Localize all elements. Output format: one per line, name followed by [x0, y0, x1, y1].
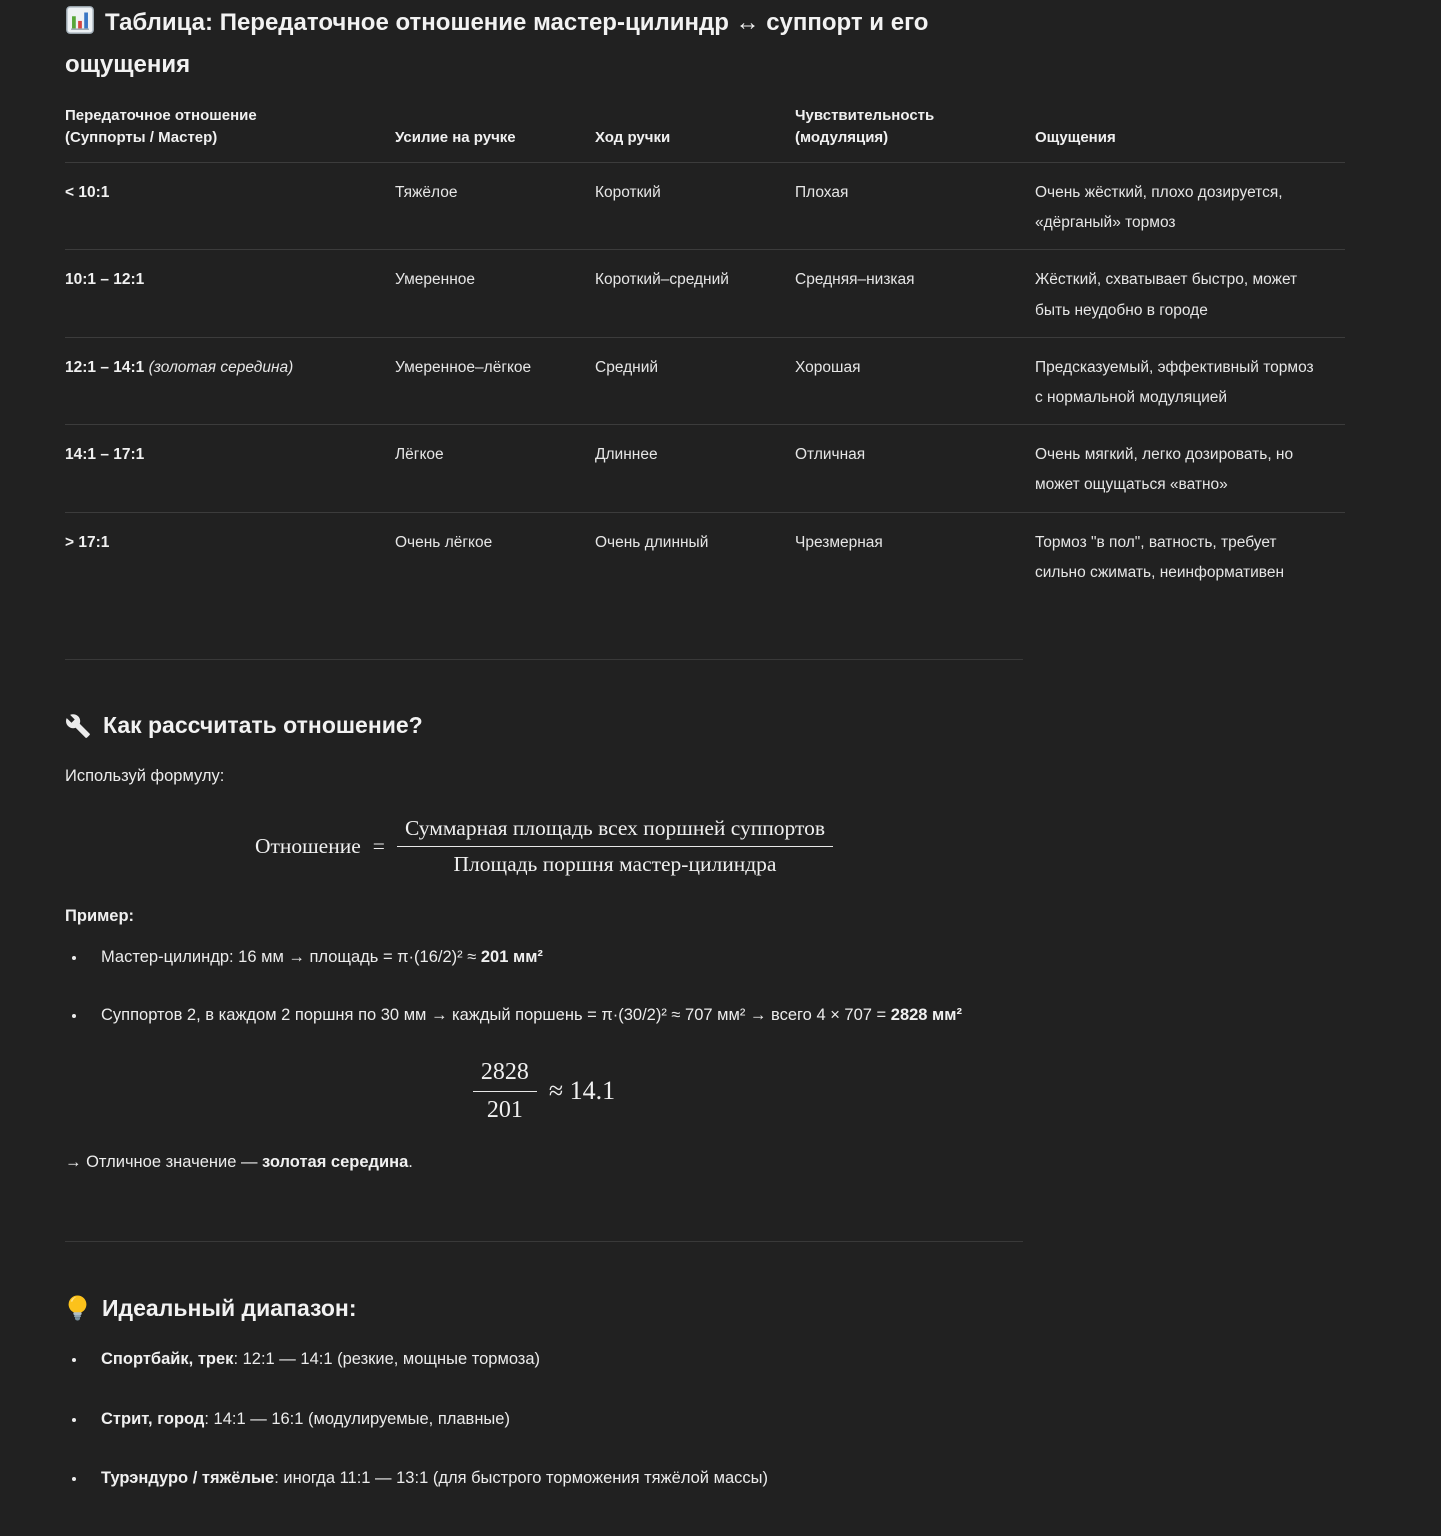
- result-fraction: [473, 1059, 537, 1124]
- table-row: [65, 162, 1345, 249]
- item-text: : иногда 11:1 — 13:1 (для быстрого торможения тяжёлой массы): [274, 1469, 768, 1488]
- cell-sensitivity: Чрезмерная: [795, 512, 1035, 599]
- column-header-effort: Усилие на ручке: [395, 129, 516, 147]
- cell-ratio: 12:1 – 14:1: [65, 358, 145, 376]
- conclusion-text: [65, 1148, 1441, 1178]
- cell-feel: Очень жёсткий, плохо дозируется, «дёрганый» тормоз: [1035, 162, 1345, 249]
- item-text: : 12:1 — 14:1 (резкие, мощные тормоза): [233, 1350, 541, 1369]
- item-text: Мастер-цилиндр: 16 мм → площадь = π·(16/2)² ≈: [101, 948, 481, 967]
- item-bold: 201 мм²: [480, 948, 543, 967]
- formula-lhs: Отношение: [254, 834, 361, 859]
- formula-numerator: Суммарная площадь всех поршней суппортов: [404, 816, 826, 841]
- result-denominator: 201: [473, 1091, 537, 1124]
- column-header-ratio: Передаточное отношение (Суппорты / Мастер): [65, 107, 257, 147]
- cell-sensitivity: Хорошая: [795, 337, 1035, 424]
- formula-fraction: [397, 816, 833, 877]
- page-title-text: Таблица: Передаточное отношение мастер-цилиндр ↔ суппорт и его ощущения: [65, 9, 929, 79]
- conclusion-post: .: [408, 1152, 413, 1171]
- item-text: Суппортов 2, в каждом 2 поршня по 30 мм → каждый поршень = π·(30/2)² ≈ 707 мм² → всего 4 × 707 =: [101, 1006, 891, 1025]
- cell-feel: Жёсткий, схватывает быстро, может быть неудобно в городе: [1035, 250, 1345, 337]
- column-header-travel: Ход ручки: [595, 129, 671, 147]
- ratio-table: [65, 99, 1345, 599]
- bar-chart-icon: [65, 5, 95, 46]
- list-item: [87, 1463, 1025, 1494]
- result-value: ≈ 14.1: [548, 1076, 616, 1106]
- cell-effort: Умеренное: [395, 250, 595, 337]
- table-row: [65, 425, 1345, 512]
- table-row: [65, 512, 1345, 599]
- ratio-formula: [65, 816, 1023, 877]
- section-divider: [65, 659, 1023, 660]
- result-numerator: 2828: [480, 1058, 529, 1085]
- cell-sensitivity: Плохая: [795, 162, 1035, 249]
- hammer-wrench-icon: [65, 713, 91, 739]
- list-item: [87, 942, 1025, 973]
- cell-travel: Средний: [595, 337, 795, 424]
- cell-travel: Короткий–средний: [595, 250, 795, 337]
- cell-travel: Очень длинный: [595, 512, 795, 599]
- section-title: Как рассчитать отношение?: [103, 712, 423, 739]
- ideal-range-section: [65, 1294, 1441, 1494]
- result-formula: [65, 1059, 1023, 1124]
- lightbulb-icon: [65, 1294, 90, 1322]
- conclusion-bold: золотая середина: [262, 1152, 409, 1171]
- cell-effort: Умеренное–лёгкое: [395, 337, 595, 424]
- cell-effort: Очень лёгкое: [395, 512, 595, 599]
- calc-section: [65, 712, 1441, 1177]
- section-divider: [65, 1241, 1023, 1242]
- cell-ratio-note: (золотая середина): [148, 358, 294, 376]
- table-row: [65, 337, 1345, 424]
- list-item: [87, 1000, 1025, 1031]
- cell-feel: Очень мягкий, легко дозировать, но может ощущаться «ватно»: [1035, 425, 1345, 512]
- formula-intro: Используй формулу:: [65, 767, 225, 786]
- cell-travel: Длиннее: [595, 425, 795, 512]
- cell-ratio: > 17:1: [65, 533, 110, 551]
- formula-equals: =: [372, 834, 385, 859]
- cell-travel: Короткий: [595, 162, 795, 249]
- example-list: [65, 942, 1025, 1032]
- ideal-range-list: [65, 1344, 1025, 1494]
- cell-feel: Предсказуемый, эффективный тормоз с нормальной модуляцией: [1035, 337, 1345, 424]
- column-header-feel: Ощущения: [1035, 129, 1116, 147]
- section-title: Идеальный диапазон:: [102, 1294, 357, 1321]
- cell-ratio: 14:1 – 17:1: [65, 446, 145, 464]
- item-bold: Турэндуро / тяжёлые: [101, 1469, 275, 1488]
- cell-effort: Тяжёлое: [395, 162, 595, 249]
- cell-sensitivity: Средняя–низкая: [795, 250, 1035, 337]
- example-label: Пример:: [65, 907, 135, 926]
- item-bold: 2828 мм²: [890, 1006, 962, 1025]
- list-item: [87, 1404, 1025, 1435]
- list-item: [87, 1344, 1025, 1375]
- cell-feel: Тормоз "в пол", ватность, требует сильно сжимать, неинформативен: [1035, 512, 1345, 599]
- item-text: : 14:1 — 16:1 (модулируемые, плавные): [204, 1409, 510, 1428]
- item-bold: Спортбайк, трек: [101, 1350, 234, 1369]
- page-title: [65, 4, 1060, 83]
- cell-ratio: < 10:1: [65, 183, 110, 201]
- cell-ratio: 10:1 – 12:1: [65, 271, 145, 289]
- table-header-row: [65, 99, 1345, 162]
- table-row: [65, 250, 1345, 337]
- conclusion-pre: → Отличное значение —: [65, 1152, 263, 1171]
- column-header-sensitivity: Чувствительность (модуляция): [795, 107, 935, 147]
- cell-sensitivity: Отличная: [795, 425, 1035, 512]
- formula-denominator: Площадь поршня мастер-цилиндра: [397, 846, 833, 877]
- cell-effort: Лёгкое: [395, 425, 595, 512]
- item-bold: Стрит, город: [101, 1409, 205, 1428]
